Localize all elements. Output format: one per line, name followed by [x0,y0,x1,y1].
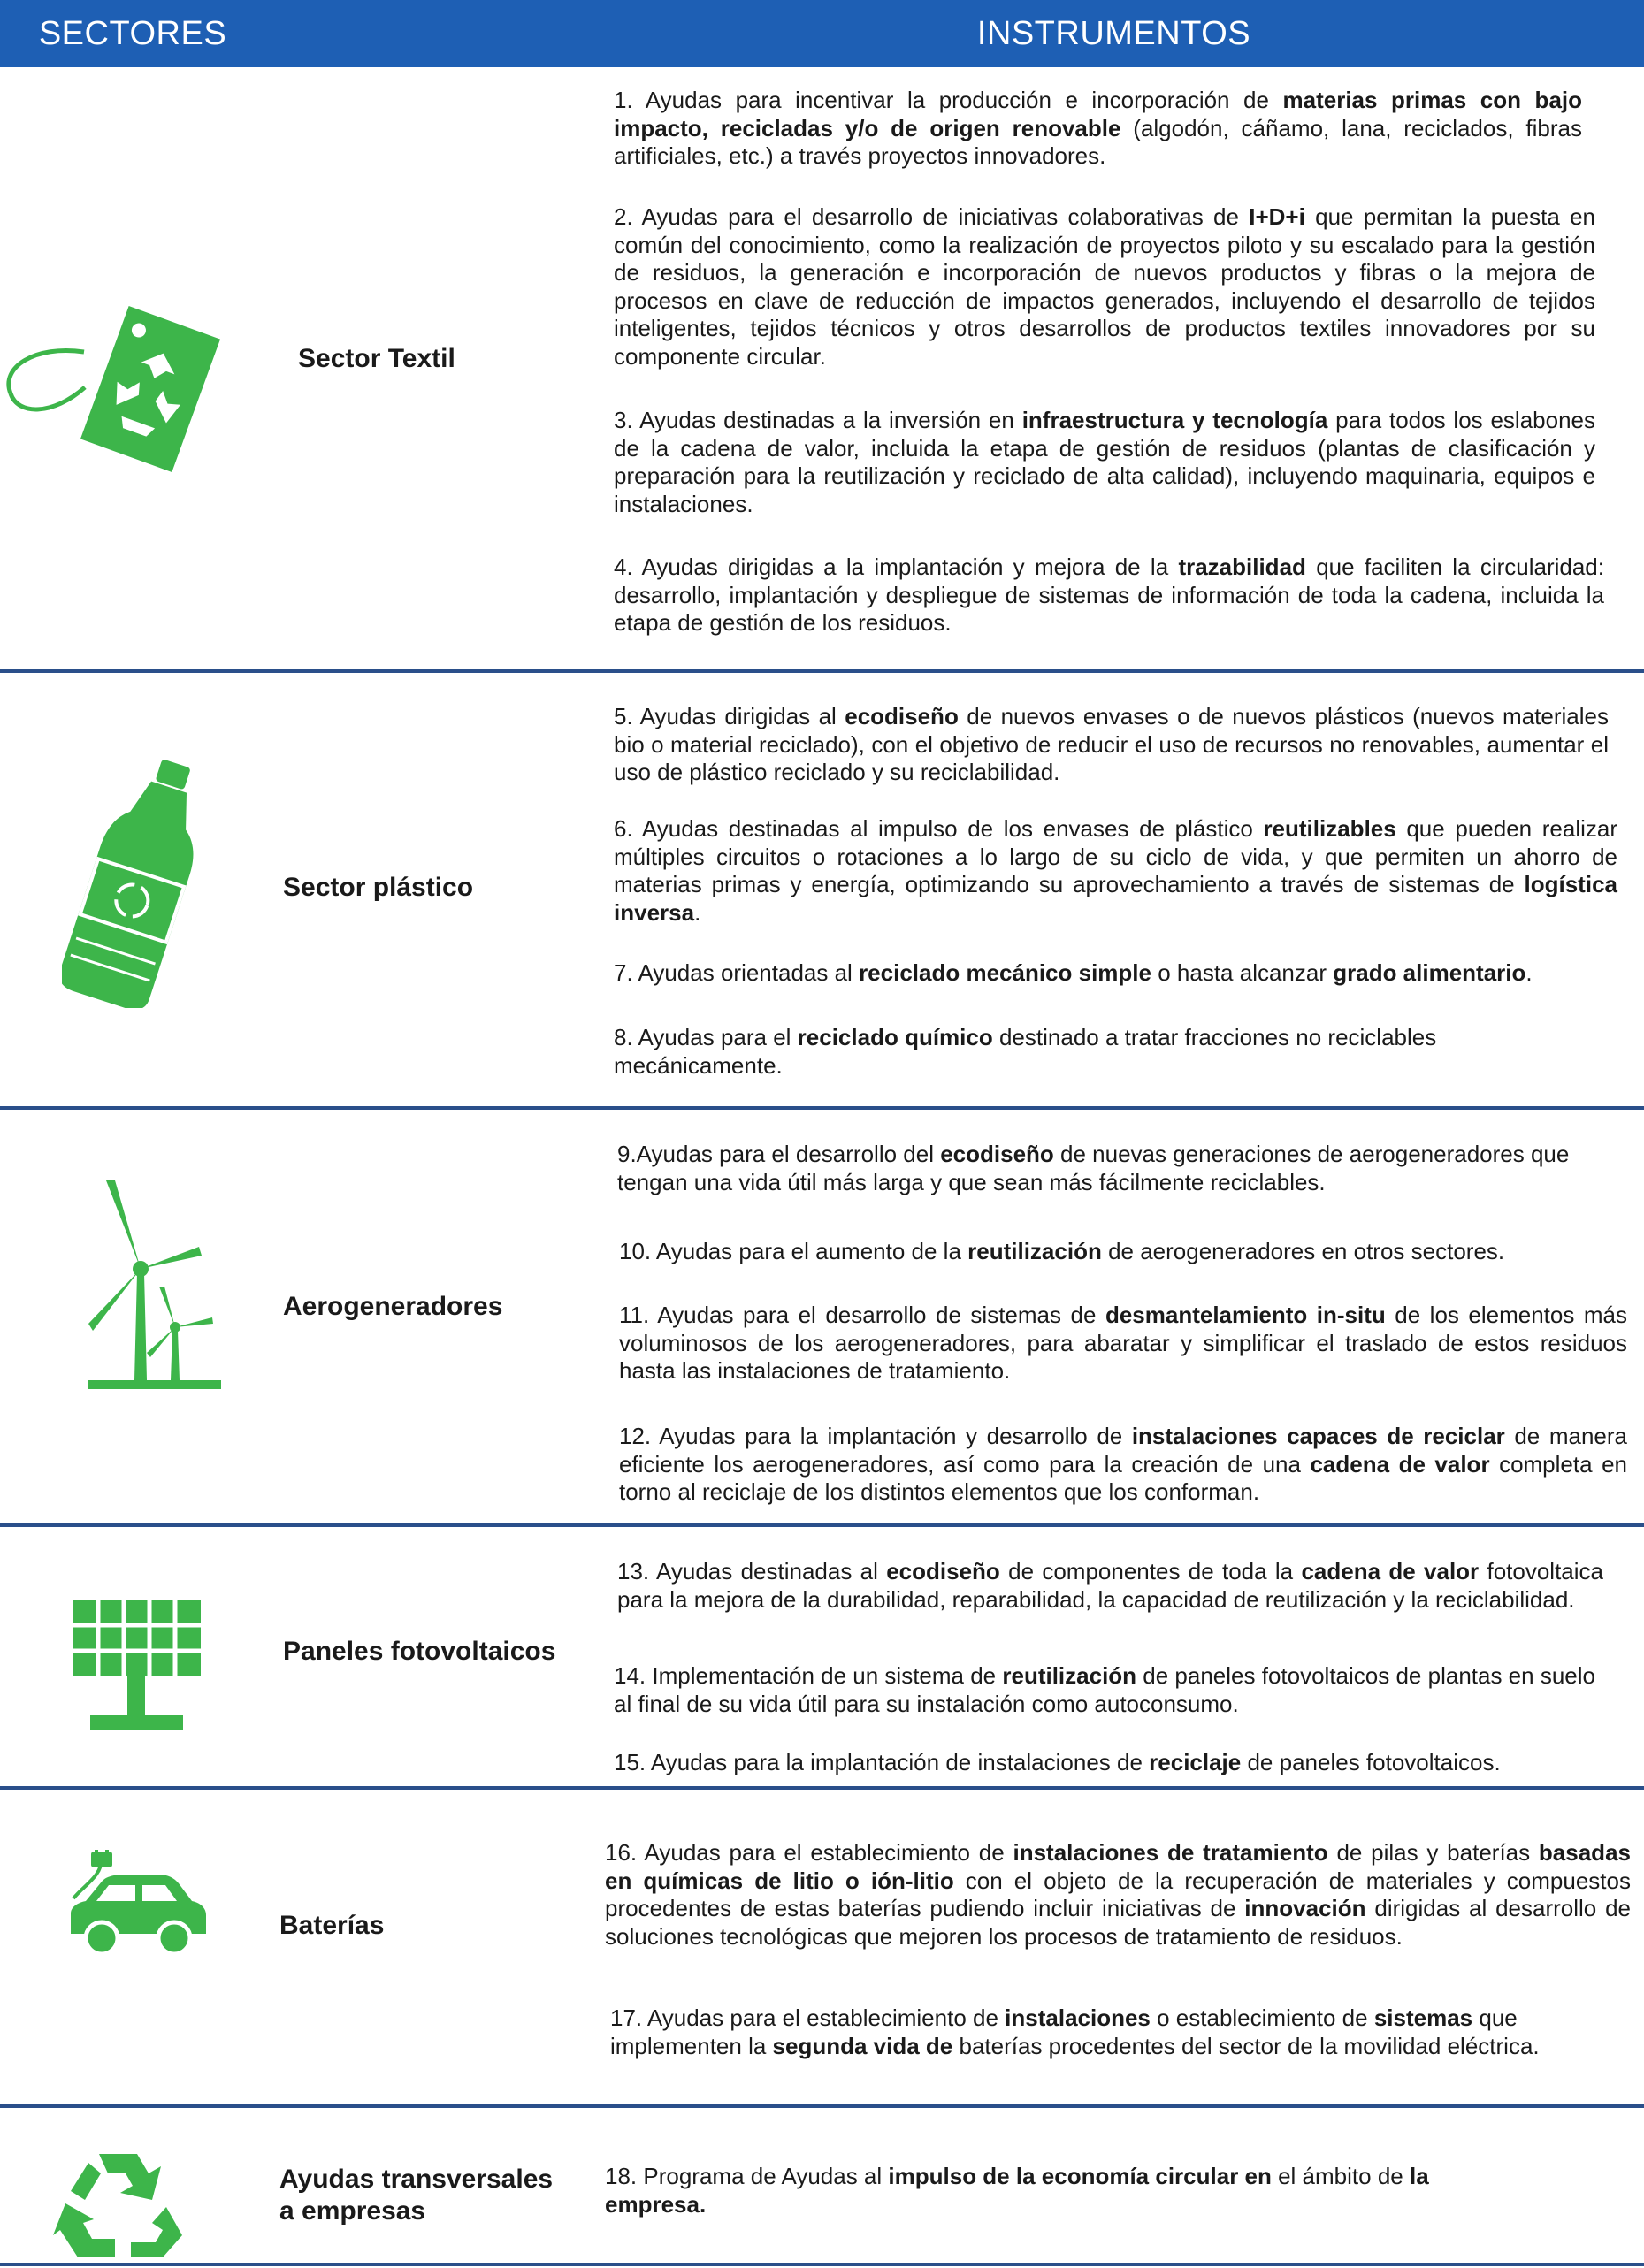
item-text: de los elementos más voluminosos de los aerogeneradores, para abaratar y simplificar el traslado de estos residuos hasta las instalaciones de tratamiento. [619,1302,1627,1384]
instrument-item [610,2005,1623,2060]
item-text: 9.Ayudas para el desarrollo del [617,1141,941,1167]
item-text: 11. Ayudas para el desarrollo de sistemas de [619,1302,1105,1328]
item-text: 16. Ayudas para el establecimiento de [605,1839,1013,1866]
item-text: 3. Ayudas destinadas a la inversión en [614,407,1022,433]
item-bold-text: innovación [1244,1895,1366,1921]
item-text: de nuevos envases o de nuevos plásticos (nuevos materiales bio o material reciclado), con el objetivo de reducir el uso de recursos no renovables, aumentar el uso de plástico reciclado y su reciclabilidad. [614,703,1609,785]
item-bold-text: reutilizables [1263,815,1396,842]
item-text: (algodón, cáñamo, lana, reciclados, fibras artificiales, etc.) a través proyectos innovadores. [614,114,1582,169]
item-text: . [1525,959,1533,986]
item-bold-text: instalaciones [1005,2005,1151,2031]
item-text: 10. Ayudas para el aumento de la [619,1238,968,1264]
sector-label-plastico: Sector plástico [283,873,474,902]
item-text: 6. Ayudas destinadas al impulso de los envases de plástico [614,815,1264,842]
sector-label-transversal-2: a empresas [279,2196,426,2226]
sector-label-baterias: Baterías [279,1911,385,1940]
item-bold-text: grado alimentario [1333,959,1526,986]
instrument-item [614,87,1582,171]
item-bold-text: cadena de valor [1301,1558,1480,1585]
item-bold-text: desmantelamiento in-situ [1105,1302,1386,1328]
item-text: 17. Ayudas para el establecimiento de [610,2005,1006,2031]
item-text: que pueden realizar múltiples circuitos o rotaciones a lo largo de su ciclo de vida, y que permiten un ahorro de materias primas y energía, optimizando su aprovechamiento a través de sistemas de [614,815,1617,897]
item-text: . [694,898,701,926]
item-bold-text: trazabilidad [1178,554,1306,580]
instrument-item [614,1662,1595,1718]
item-text: 5. Ayudas dirigidas al [614,703,845,729]
sector-label-aero: Aerogeneradores [283,1292,503,1321]
row-separator [0,2263,1644,2266]
instrument-item [617,1141,1572,1196]
header-sectores: SECTORES [0,0,265,67]
instrument-item [614,703,1609,787]
item-text: 13. Ayudas destinadas al [617,1558,887,1585]
row-separator [0,1523,1644,1527]
item-bold-text: reciclaje [1149,1749,1242,1775]
item-text: 2. Ayudas para el desarrollo de iniciativas colaborativas de [614,203,1250,230]
instrument-item [605,2163,1489,2218]
recycle-arrows-icon [53,2138,186,2262]
item-text: que faciliten la circularidad: desarrollo, implantación y despliegue de sistemas de información de toda la cadena, incluida la etapa de gestión de los residuos. [614,554,1604,636]
item-bold-text: ecodiseño [886,1558,1000,1585]
item-text: 12. Ayudas para la implantación y desarrollo de [619,1423,1132,1449]
instrument-item [614,959,1622,988]
instrument-item [614,203,1595,370]
item-bold-text: ecodiseño [845,703,959,729]
item-text: 15. Ayudas para la implantación de instalaciones de [614,1749,1150,1775]
item-text: 7. Ayudas orientadas al [614,959,860,986]
item-text: de paneles fotovoltaicos. [1241,1749,1501,1775]
item-bold-text: reutilización [967,1238,1102,1264]
item-bold-text: segunda vida de [772,2032,953,2059]
item-text: destinado a tratar fracciones no reciclables mecánicamente. [614,1024,1437,1079]
item-bold-text: impulso de la economía circular en [888,2163,1272,2189]
instrument-item [614,1024,1498,1080]
sector-label-paneles: Paneles fotovoltaicos [283,1637,556,1666]
item-bold-text: logística inversa [614,871,1617,926]
instrument-item [614,554,1604,638]
item-text: de componentes de toda la [999,1558,1302,1585]
item-bold-text: instalaciones de tratamiento [1013,1839,1328,1866]
item-bold-text: reutilización [1002,1662,1137,1689]
item-text: de nuevas generaciones de aerogeneradores que tengan una vida útil más larga y que sean más fácilmente reciclables. [617,1141,1570,1195]
item-bold-text: la empresa. [605,2163,1429,2218]
item-text: el ámbito de [1271,2163,1410,2189]
row-separator [0,669,1644,673]
item-text: 1. Ayudas para incentivar la producción e incorporación de [614,87,1283,113]
item-text: que implementen la [610,2005,1518,2059]
instrument-item [619,1423,1627,1507]
item-bold-text: cadena de valor [1310,1450,1490,1478]
item-text: con el objeto de la recuperación de materiales y compuestos procedentes de estas baterías pudiendo incluir iniciativas de [605,1867,1631,1921]
instrument-item [605,1839,1631,1951]
item-text: fotovoltaica para la mejora de la durabilidad, reparabilidad, la capacidad de reutilización y la reciclabilidad. [617,1558,1604,1613]
item-text: o hasta alcanzar [1151,959,1334,986]
row-separator [0,1786,1644,1790]
item-text: 4. Ayudas dirigidas a la implantación y mejora de la [614,554,1179,580]
instrument-item [619,1238,1627,1266]
sector-label-transversal-1: Ayudas transversales [279,2165,554,2194]
item-text: 14. Implementación de un sistema de [614,1662,1003,1689]
item-text: de paneles fotovoltaicos de plantas en suelo al final de su vida útil para su instalación como autoconsumo. [614,1662,1595,1717]
solar-panel-icon [73,1600,201,1735]
item-text: dirigidas al desarrollo de soluciones tecnológicas que mejoren los procesos de tratamiento de residuos. [605,1895,1631,1950]
item-bold-text: materias primas con bajo impacto, recicladas y/o de origen renovable [614,87,1583,141]
electric-car-icon [66,1850,208,1965]
item-bold-text: I+D+i [1249,203,1305,230]
wind-turbine-icon [88,1180,221,1393]
instrument-item [614,407,1595,518]
item-bold-text: basadas en químicas de litio o ión-litio [605,1839,1631,1894]
item-bold-text: instalaciones capaces de reciclar [1131,1423,1505,1449]
item-text: baterías procedentes del sector de la movilidad eléctrica. [952,2032,1540,2059]
item-text: 18. Programa de Ayudas al [605,2163,889,2189]
instrument-item [614,1749,1631,1777]
item-bold-text: reciclado químico [797,1024,993,1050]
instrument-item [619,1302,1627,1386]
row-separator [0,2104,1644,2108]
instrument-item [614,815,1617,927]
item-bold-text: ecodiseño [940,1141,1054,1167]
item-text: de pilas y baterías [1327,1839,1539,1866]
item-text: o establecimiento de [1150,2005,1374,2031]
item-text: de aerogeneradores en otros sectores. [1101,1238,1505,1264]
item-bold-text: sistemas [1373,2005,1473,2031]
item-text: que permitan la puesta en común del conocimiento, como la realización de proyectos piloto y su escalado para la gestión de residuos, la generación e incorporación de nuevos productos y fibras o la mejora de procesos en clave de reducción de impactos generados, incluyendo el desarrollo de tejidos inteligentes, tejidos técnicos y otros desarrollos de productos textiles innovadores por su componente circular. [614,203,1595,370]
header-instrumentos: INSTRUMENTOS [584,0,1644,67]
item-text: para todos los eslabones de la cadena de valor, incluida la etapa de gestión de residuos (plantas de clasificación y preparación para la reutilización y reciclado de alta calidad), incluyendo maquinaria, equipos e instalaciones. [614,407,1596,517]
item-text: de manera eficiente los aerogeneradores, así como para la creación de una [619,1423,1627,1478]
header-fill [265,0,584,67]
item-text: 8. Ayudas para el [614,1024,798,1050]
plastic-bottle-icon [62,756,217,1008]
recycle-tag-icon [0,283,230,473]
item-bold-text: infraestructura y tecnología [1021,407,1328,433]
item-text: completa en torno al reciclaje de los distintos elementos que los conforman. [619,1450,1627,1505]
instrument-item [617,1558,1603,1614]
row-separator [0,1106,1644,1110]
sector-label-textil: Sector Textil [298,344,455,373]
item-bold-text: reciclado mecánico simple [859,959,1151,986]
